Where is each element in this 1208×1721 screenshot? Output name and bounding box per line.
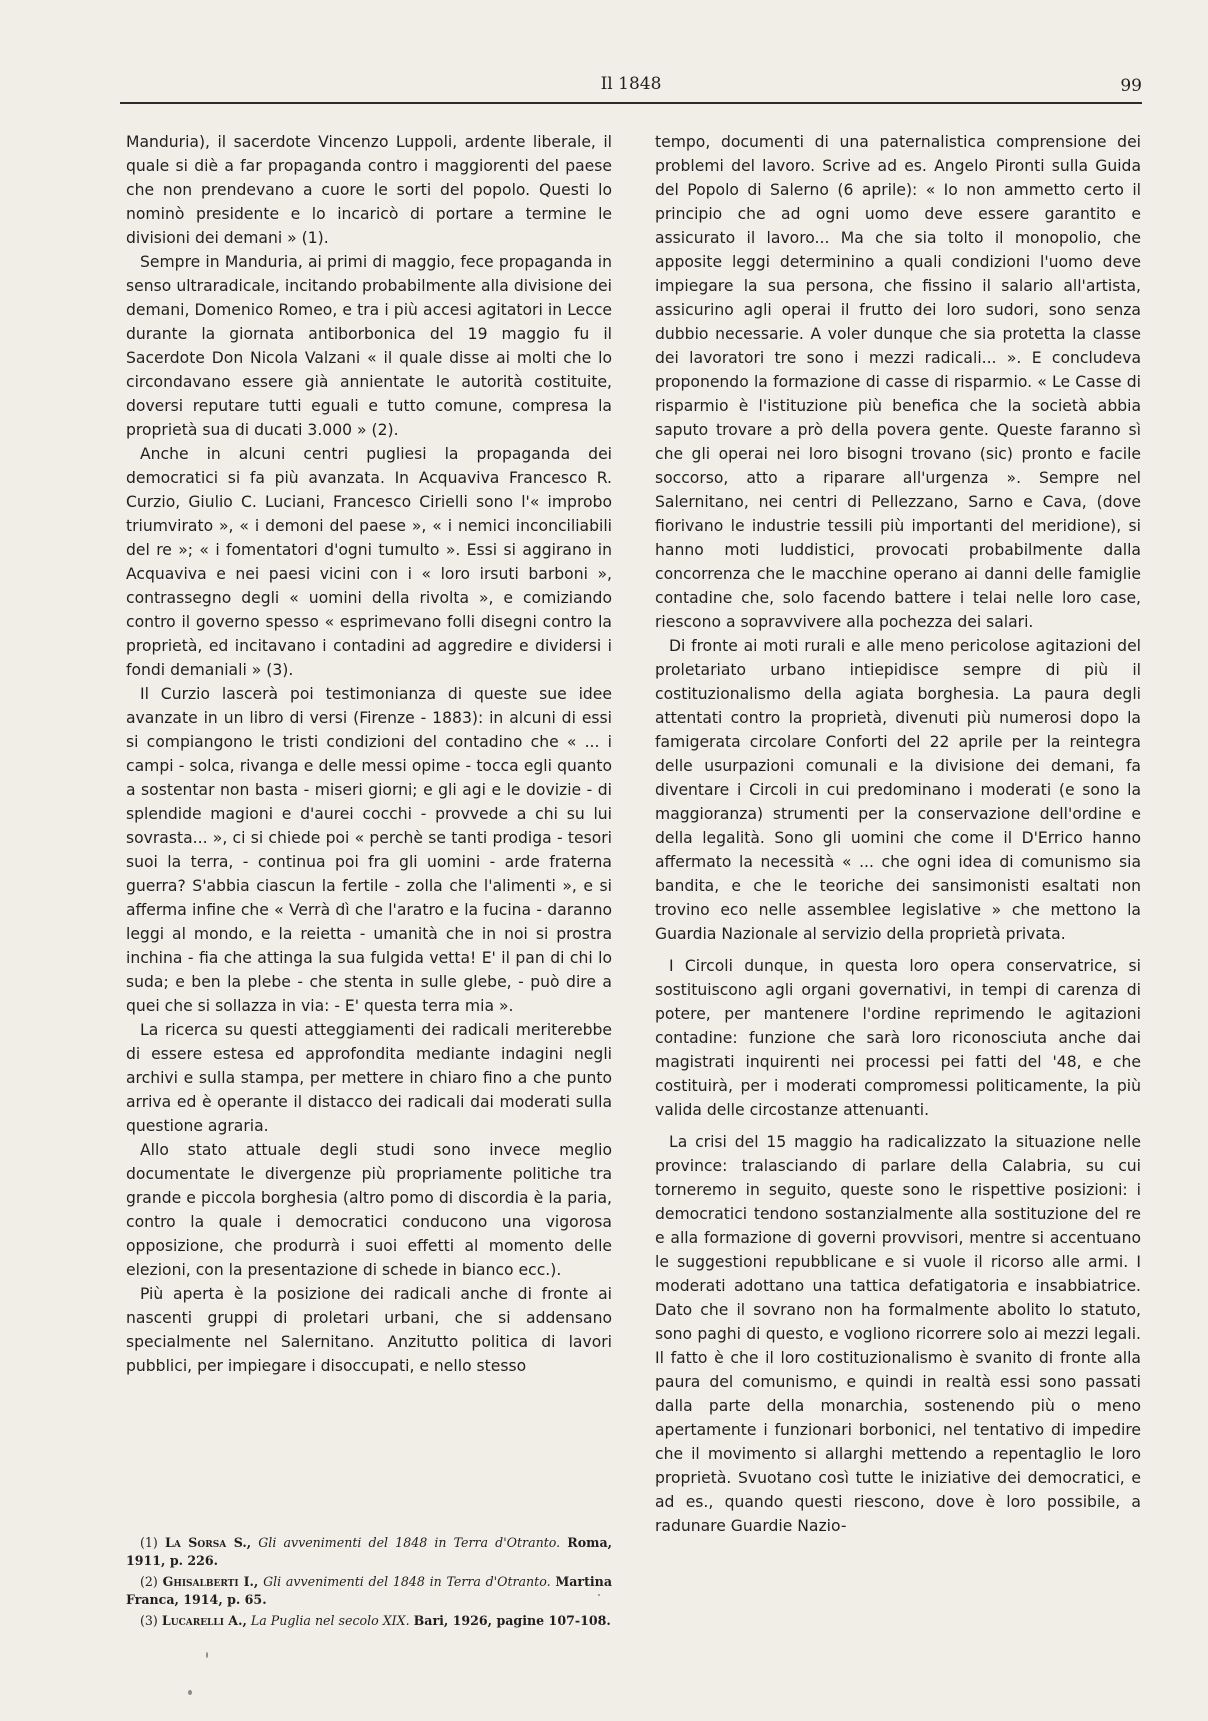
left-paragraph-2: Sempre in Manduria, ai primi di maggio, fece propaganda in senso ultraradicale, incitando probabilmente alla divisione dei demani, Domenico Romeo, e tra i più accesi agitatori in Lecce durante la giornata antiborbonica del 19 maggio fu il Sacerdote Don Nicola Valzani « il quale disse ai molti che lo circondavano essere già annientate le autorità costituite, doversi reputare tutti eguali e tutto comune, compresa la proprietà sua di ducati 3.000 » (2). [126, 253, 612, 439]
paper-speck [188, 1690, 192, 1695]
footnote-marker: (3) [140, 1613, 158, 1628]
footnotes [126, 1534, 612, 1633]
footnote-publication: Martina Franca, 1914, p. 65. [126, 1574, 612, 1607]
left-paragraph-3: Anche in alcuni centri pugliesi la propaganda dei democratici si fa più avanzata. In Acquaviva Francesco R. Curzio, Giulio C. Luciani, Francesco Cirielli sono l'« improbo triumvirato », « i demoni del paese », « i nemici inconciliabili del re »; « i fomentatori d'ogni tumulto ». Essi si aggirano in Acquaviva e nei paesi vicini con i « loro irsuti barboni », contrassegno degli « uomini della rivolta », e comiziando contro il governo spesso « esprimevano folli disegni contro la proprietà, ed incitavano i contadini ad aggredire e dividersi i fondi demaniali » (3). [126, 445, 612, 679]
left-paragraph-6: Allo stato attuale degli studi sono invece meglio documentate le divergenze più propriamente politiche tra grande e piccola borghesia (altro pomo di discordia è la paria, contro la quale i democratici conducono una vigorosa opposizione, che produrrà i suoi effetti al momento delle elezioni, con la presentazione di schede in bianco ecc.). [126, 1141, 612, 1279]
running-head [120, 72, 1142, 102]
footnote-marker: (1) [140, 1535, 158, 1550]
footnote-1 [126, 1534, 612, 1570]
footnote-publication: Bari, 1926, pagine 107-108. [413, 1613, 611, 1628]
footnote-author: Lucarelli A., [161, 1613, 247, 1628]
left-paragraph-4: Il Curzio lascerà poi testimonianza di queste sue idee avanzate in un libro di versi (Firenze - 1883): in alcuni di essi si compiangono le tristi condizioni del contadino che « ... i campi - solca, rivanga e delle messi opime - tocca egli quanto a sostentar non basta - miseri giorni; e gli agi e le dovizie - di splendide magioni e d'aurei cocchi - provvede a chi su lui sovrasta... », ci si chiede poi « perchè se tanti prodiga - tesori suoi la terra, - continua poi fra gli uomini - arde fraterna guerra? S'abbia ciascun la fertile - zolla che l'alimenti », e si afferma infine che « Verrà dì che l'aratro e la fucina - daranno leggi al mondo, e la reietta - umanità che in noi si prostra inchina - fia che attinga la sua fulgida vetta! E' il pan di chi lo suda; e ben la plebe - che stenta in sulle glebe, - può dire a quei che si sollazza in via: - E' questa terra mia ». [126, 685, 612, 1015]
footnote-work: Gli avvenimenti del 1848 in Terra d'Otranto. [263, 1574, 551, 1589]
right-paragraph-2: Di fronte ai moti rurali e alle meno pericolose agitazioni del proletariato urbano intiepidisce sempre di più il costituzionalismo della agiata borghesia. La paura degli attentati contro la proprietà, divenuti più numerosi dopo la famigerata circolare Conforti del 22 aprile per la reintegra delle usurpazioni comunali e la divisione dei demani, fa diventare i Circoli in cui predominano i moderati (e sono la maggioranza) strumenti per la conservazione dell'ordine e della legalità. Sono gli uomini che come il D'Errico hanno affermato la necessità « ... che ogni idea di comunismo sia bandita, e che le teoriche dei sansimonisti esaltati non trovino eco nelle assemblee legislative » che mettono la Guardia Nazionale al servizio della proprietà privata. [655, 637, 1141, 943]
footnote-publication: Roma, 1911, p. 226. [126, 1535, 612, 1568]
footnote-work: La Puglia nel secolo XIX. [250, 1613, 410, 1628]
right-paragraph-4: La crisi del 15 maggio ha radicalizzato la situazione nelle province: tralasciando di parlare della Calabria, su cui torneremo in seguito, queste sono le rispettive posizioni: i democratici tendono sostanzialmente alla sostituzione del re e alla formazione di governi provvisori, mentre si accentuano le suggestioni repubblicane e si vuole il ricorso alle armi. I moderati adottano una tattica defatigatoria e insabbiatrice. Dato che il sovrano non ha formalmente abolito lo statuto, sono paghi di questo, e vogliono ricorrere solo ai mezzi legali. Il fatto è che il loro costituzionalismo è svanito di fronte alla paura del comunismo, e quindi in realtà essi sono passati dalla parte della monarchia, sostenendo più o meno apertamente i funzionari borbonici, nel tentativo di impedire che il movimento si allarghi mettendo a repentaglio le loro proprietà. Svuotano così tutte le iniziative dei democratici, e ad es., quando questi riescono, dove è loro possibile, a radunare Guardie Nazio- [655, 1133, 1141, 1535]
left-paragraph-1: Manduria), il sacerdote Vincenzo Luppoli, ardente liberale, il quale si diè a far propaganda contro i maggiorenti del paese che non prendevano a cuore le sorti del popolo. Questi lo nominò presidente e lo incaricò di portare a termine le divisioni dei demani » (1). [126, 133, 612, 247]
paper-speck [598, 1594, 600, 1596]
left-paragraph-7: Più aperta è la posizione dei radicali anche di fronte ai nascenti gruppi di proletari urbani, che si addensano specialmente nel Salernitano. Anzitutto politica di lavori pubblici, per impiegare i disoccupati, e nello stesso [126, 1285, 612, 1375]
footnote-work: Gli avvenimenti del 1848 in Terra d'Otranto. [258, 1535, 561, 1550]
right-paragraph-1: tempo, documenti di una paternalistica comprensione dei problemi del lavoro. Scrive ad es. Angelo Pironti sulla Guida del Popolo di Salerno (6 aprile): « Io non ammetto certo il principio che ad ogni uomo deve essere garantito e assicurato il lavoro... Ma che sia tolto il monopolio, che apposite leggi determinino a quali condizioni l'uomo deve impiegare la sua persona, che fissino il salario all'artista, assicurino agli operai il frutto dei loro sudori, sono senza dubbio necessarie. A voler dunque che sia protetta la classe dei lavoratori tre sono i mezzi radicali... ». E concludeva proponendo la formazione di casse di risparmio. « Le Casse di risparmio è l'istituzione più benefica che la società abbia saputo trovare a prò della povera gente. Queste faranno sì che gli operai nei loro bisogni trovano (sic) pronto e facile soccorso, atto a riparare all'urgenza ». Sempre nel Salernitano, nei centri di Pellezzano, Sarno e Cava, (dove fiorivano le industrie tessili più importanti del meridione), si hanno moti luddistici, provocati probabilmente dalla concorrenza che le macchine operano ai danni delle famiglie contadine che, solo facendo battere i telai nelle loro case, riescono a sopravvivere alla pochezza dei salari. [655, 133, 1141, 631]
header-rule [120, 102, 1142, 104]
right-column [655, 130, 1141, 1538]
right-paragraph-3: I Circoli dunque, in questa loro opera conservatrice, si sostituiscono agli organi governativi, in tempi di carenza di potere, per mantenere l'ordine reprimendo le agitazioni contadine: funzione che sarà loro riconosciuta anche dai magistrati inquirenti nei processi pei fatti del '48, e che costituirà, per i moderati compromessi politicamente, la più valida delle circostanze attenuanti. [655, 957, 1141, 1119]
running-title: Il 1848 [600, 74, 662, 94]
footnote-2 [126, 1573, 612, 1609]
footnote-author: La Sorsa S., [164, 1535, 252, 1550]
left-column [126, 130, 612, 1378]
footnote-3 [126, 1612, 612, 1630]
paper-speck [206, 1652, 208, 1658]
footnote-author: Ghisalberti I., [162, 1574, 259, 1589]
page-number: 99 [1120, 76, 1142, 96]
footnote-marker: (2) [140, 1574, 158, 1589]
left-paragraph-5: La ricerca su questi atteggiamenti dei radicali meriterebbe di essere estesa ed approfondita mediante indagini negli archivi e sulla stampa, per mettere in chiaro fino a che punto arriva ed è operante il distacco dei radicali dai moderati sulla questione agraria. [126, 1021, 612, 1135]
